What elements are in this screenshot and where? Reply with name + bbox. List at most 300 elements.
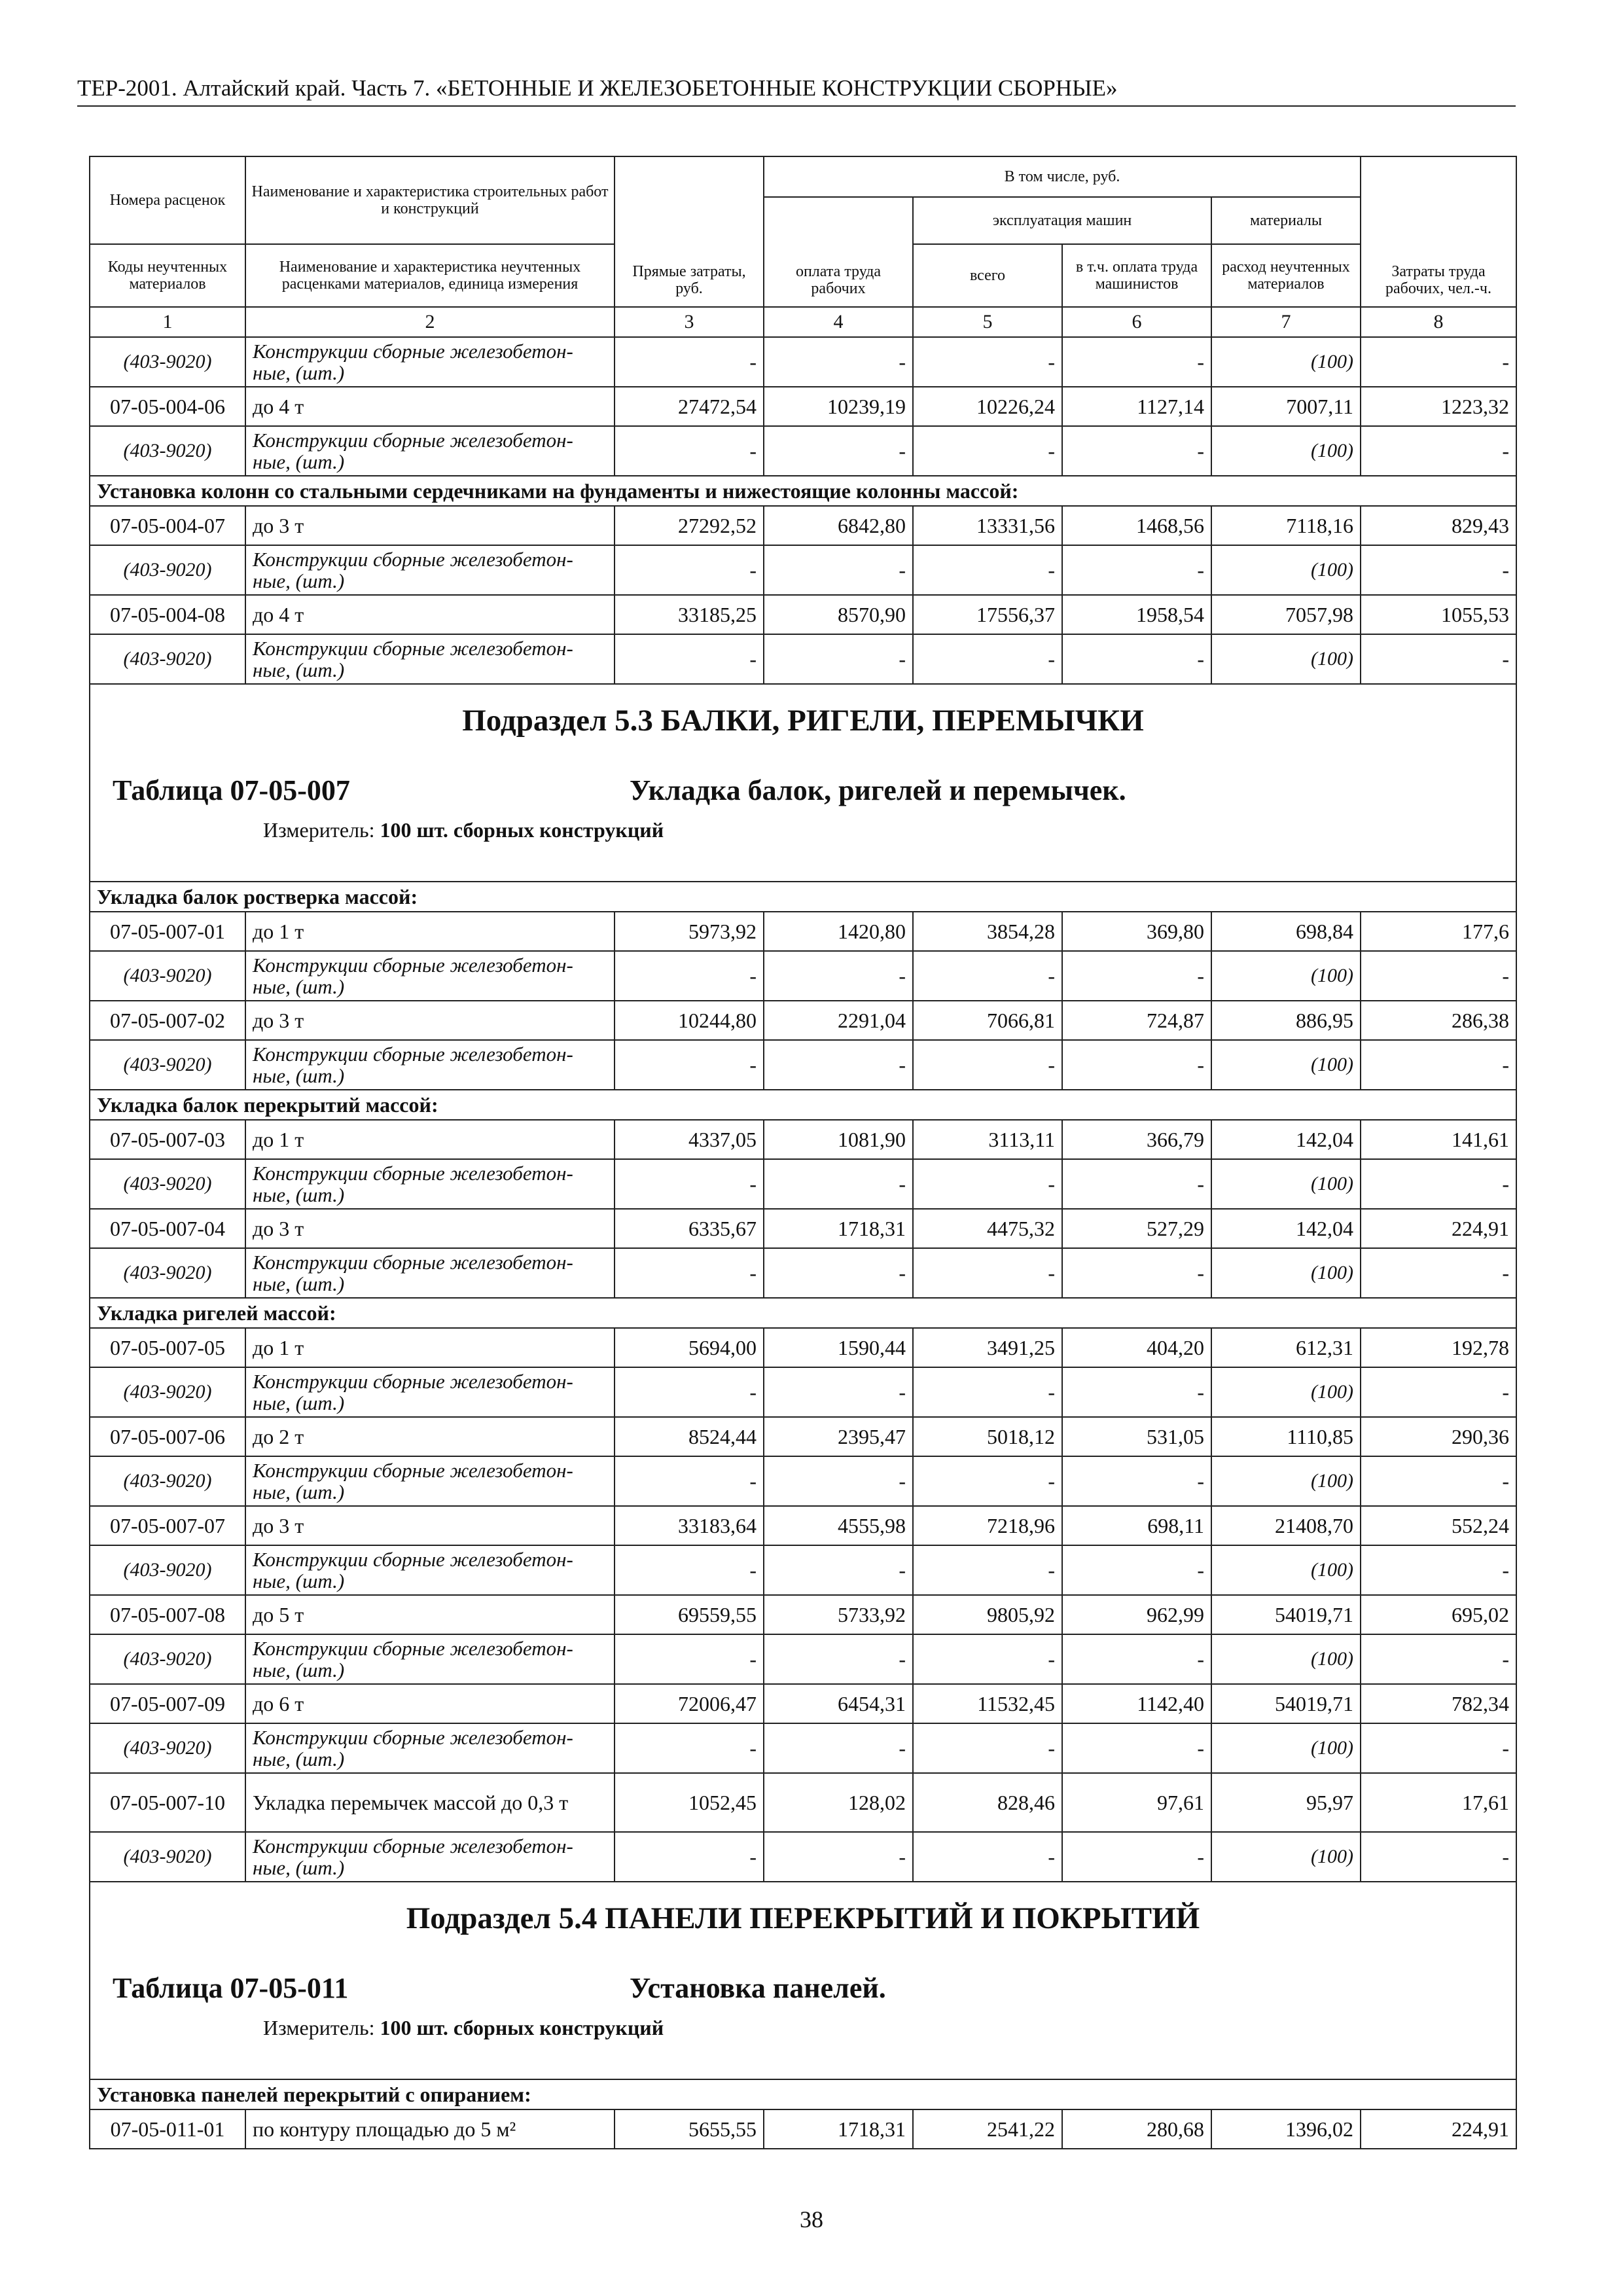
material-dash: - bbox=[913, 545, 1062, 595]
rate-value: 224,91 bbox=[1361, 1209, 1516, 1248]
rate-code: 07-05-007-04 bbox=[90, 1209, 245, 1248]
col-materials-use: расход неучтенных материалов bbox=[1211, 244, 1361, 307]
subsection-row bbox=[90, 684, 1516, 882]
rate-value: 142,04 bbox=[1211, 1209, 1361, 1248]
material-dash: - bbox=[913, 1723, 1062, 1773]
material-dash: - bbox=[1062, 426, 1211, 476]
material-dash: - bbox=[1062, 951, 1211, 1001]
material-code: (403-9020) bbox=[90, 1545, 245, 1595]
rate-value: 11532,45 bbox=[913, 1684, 1062, 1723]
rate-name: до 3 т bbox=[245, 1001, 615, 1040]
material-dash: - bbox=[764, 1832, 913, 1882]
rate-value: 6842,80 bbox=[764, 506, 913, 545]
material-dash: - bbox=[1062, 1545, 1211, 1595]
rate-value: 192,78 bbox=[1361, 1328, 1516, 1367]
material-name: Конструкции сборные железобетон-ные, (шт.) bbox=[245, 1545, 615, 1595]
rate-code: 07-05-007-05 bbox=[90, 1328, 245, 1367]
material-dash: - bbox=[1361, 1545, 1516, 1595]
section-heading: Укладка ригелей массой: bbox=[90, 1298, 1516, 1328]
material-dash: - bbox=[1361, 545, 1516, 595]
material-name: Конструкции сборные железобетон-ные, (шт.) bbox=[245, 1159, 615, 1209]
material-dash: - bbox=[1062, 1040, 1211, 1090]
material-code: (403-9020) bbox=[90, 1634, 245, 1684]
rate-row bbox=[90, 506, 1516, 545]
rate-value: 177,6 bbox=[1361, 912, 1516, 951]
material-dash: - bbox=[615, 337, 764, 387]
col-number: 7 bbox=[1211, 307, 1361, 337]
col-work-name: Наименование и характеристика строительных работ и конструкций bbox=[245, 156, 615, 244]
material-dash: - bbox=[764, 1456, 913, 1506]
section-heading-row bbox=[90, 882, 1516, 912]
material-dash: - bbox=[764, 1159, 913, 1209]
material-qty: (100) bbox=[1211, 951, 1361, 1001]
rate-value: 2541,22 bbox=[913, 2109, 1062, 2149]
rate-row bbox=[90, 1773, 1516, 1832]
material-dash: - bbox=[1361, 1723, 1516, 1773]
material-dash: - bbox=[615, 545, 764, 595]
rate-value: 366,79 bbox=[1062, 1120, 1211, 1159]
rate-value: 290,36 bbox=[1361, 1417, 1516, 1456]
rate-value: 698,84 bbox=[1211, 912, 1361, 951]
material-dash: - bbox=[1361, 1832, 1516, 1882]
material-dash: - bbox=[913, 1832, 1062, 1882]
rate-name: до 3 т bbox=[245, 506, 615, 545]
material-dash: - bbox=[764, 951, 913, 1001]
col-material-name: Наименование и характеристика неучтенных расценками материалов, единица измерения bbox=[245, 244, 615, 307]
material-name: Конструкции сборные железобетон-ные, (шт.) bbox=[245, 545, 615, 595]
rate-name: до 6 т bbox=[245, 1684, 615, 1723]
material-dash: - bbox=[615, 951, 764, 1001]
material-dash: - bbox=[1361, 1159, 1516, 1209]
material-dash: - bbox=[1062, 1367, 1211, 1417]
material-name: Конструкции сборные железобетон-ные, (шт.) bbox=[245, 1456, 615, 1506]
material-row bbox=[90, 1040, 1516, 1090]
rate-name: до 4 т bbox=[245, 595, 615, 634]
rate-value: 612,31 bbox=[1211, 1328, 1361, 1367]
material-dash: - bbox=[1361, 1634, 1516, 1684]
rate-value: 95,97 bbox=[1211, 1773, 1361, 1832]
meter-value: 100 шт. сборных конструкций bbox=[380, 818, 664, 842]
rate-code: 07-05-011-01 bbox=[90, 2109, 245, 2149]
rate-value: 10239,19 bbox=[764, 387, 913, 426]
material-row bbox=[90, 426, 1516, 476]
subsection-title: Подраздел 5.4 ПАНЕЛИ ПЕРЕКРЫТИЙ И ПОКРЫТИЙ bbox=[406, 1901, 1200, 1935]
material-dash: - bbox=[615, 634, 764, 684]
material-row bbox=[90, 1832, 1516, 1882]
material-name: Конструкции сборные железобетон-ные, (шт.) bbox=[245, 634, 615, 684]
col-number: 2 bbox=[245, 307, 615, 337]
material-dash: - bbox=[615, 1456, 764, 1506]
rate-name: до 3 т bbox=[245, 1209, 615, 1248]
rate-value: 141,61 bbox=[1361, 1120, 1516, 1159]
material-row bbox=[90, 951, 1516, 1001]
rate-value: 5655,55 bbox=[615, 2109, 764, 2149]
rate-value: 886,95 bbox=[1211, 1001, 1361, 1040]
rate-value: 1590,44 bbox=[764, 1328, 913, 1367]
rate-value: 33183,64 bbox=[615, 1506, 764, 1545]
rate-value: 1396,02 bbox=[1211, 2109, 1361, 2149]
col-number: 4 bbox=[764, 307, 913, 337]
header-rule bbox=[77, 105, 1516, 107]
rate-value: 3491,25 bbox=[913, 1328, 1062, 1367]
rate-value: 1468,56 bbox=[1062, 506, 1211, 545]
rate-value: 27292,52 bbox=[615, 506, 764, 545]
table-number: Таблица 07-05-011 bbox=[113, 1972, 349, 2004]
rate-code: 07-05-007-09 bbox=[90, 1684, 245, 1723]
material-name: Конструкции сборные железобетон-ные, (шт.) bbox=[245, 337, 615, 387]
rate-value: 7118,16 bbox=[1211, 506, 1361, 545]
material-dash: - bbox=[913, 1456, 1062, 1506]
rate-value: 280,68 bbox=[1062, 2109, 1211, 2149]
rate-value: 4555,98 bbox=[764, 1506, 913, 1545]
rate-row bbox=[90, 1120, 1516, 1159]
col-number: 3 bbox=[615, 307, 764, 337]
col-machines: эксплуатация машин bbox=[913, 197, 1211, 244]
rate-value: 1110,85 bbox=[1211, 1417, 1361, 1456]
rate-value: 17556,37 bbox=[913, 595, 1062, 634]
material-dash: - bbox=[913, 1248, 1062, 1298]
material-dash: - bbox=[913, 1159, 1062, 1209]
rate-value: 695,02 bbox=[1361, 1595, 1516, 1634]
rate-value: 1052,45 bbox=[615, 1773, 764, 1832]
material-dash: - bbox=[1062, 337, 1211, 387]
column-numbers-row bbox=[90, 307, 1516, 337]
rate-value: 829,43 bbox=[1361, 506, 1516, 545]
material-qty: (100) bbox=[1211, 1634, 1361, 1684]
material-dash: - bbox=[615, 1367, 764, 1417]
material-name: Конструкции сборные железобетон-ные, (шт.) bbox=[245, 1367, 615, 1417]
page-number: 38 bbox=[800, 2206, 823, 2233]
rate-value: 698,11 bbox=[1062, 1506, 1211, 1545]
material-name: Конструкции сборные железобетон-ные, (шт.) bbox=[245, 426, 615, 476]
material-name: Конструкции сборные железобетон-ные, (шт.) bbox=[245, 1248, 615, 1298]
material-name: Конструкции сборные железобетон-ные, (шт.) bbox=[245, 1723, 615, 1773]
material-dash: - bbox=[764, 1634, 913, 1684]
material-row bbox=[90, 1367, 1516, 1417]
col-labor-hours: Затраты труда рабочих, чел.-ч. bbox=[1361, 156, 1516, 307]
rate-value: 1718,31 bbox=[764, 2109, 913, 2149]
rate-value: 2395,47 bbox=[764, 1417, 913, 1456]
col-number: 1 bbox=[90, 307, 245, 337]
rate-value: 1223,32 bbox=[1361, 387, 1516, 426]
rate-name: по контуру площадью до 5 м² bbox=[245, 2109, 615, 2149]
subsection-row bbox=[90, 1882, 1516, 2079]
rate-value: 7218,96 bbox=[913, 1506, 1062, 1545]
rate-value: 1420,80 bbox=[764, 912, 913, 951]
rate-value: 54019,71 bbox=[1211, 1595, 1361, 1634]
section-heading: Укладка балок ростверка массой: bbox=[90, 882, 1516, 912]
material-dash: - bbox=[913, 634, 1062, 684]
rate-code: 07-05-007-07 bbox=[90, 1506, 245, 1545]
material-dash: - bbox=[615, 1159, 764, 1209]
material-dash: - bbox=[1361, 1040, 1516, 1090]
subsection-box bbox=[97, 1882, 1509, 2079]
material-name: Конструкции сборные железобетон-ные, (шт.) bbox=[245, 951, 615, 1001]
material-dash: - bbox=[1062, 1159, 1211, 1209]
meter-value: 100 шт. сборных конструкций bbox=[380, 2016, 664, 2039]
col-machines-labor: в т.ч. оплата труда машинистов bbox=[1062, 244, 1211, 307]
material-code: (403-9020) bbox=[90, 1248, 245, 1298]
material-name: Конструкции сборные железобетон-ные, (шт.) bbox=[245, 1634, 615, 1684]
rate-name: до 2 т bbox=[245, 1417, 615, 1456]
section-heading: Установка панелей перекрытий с опиранием: bbox=[90, 2079, 1516, 2109]
col-number: 6 bbox=[1062, 307, 1211, 337]
rate-value: 724,87 bbox=[1062, 1001, 1211, 1040]
rate-value: 72006,47 bbox=[615, 1684, 764, 1723]
material-dash: - bbox=[615, 1723, 764, 1773]
rate-value: 782,34 bbox=[1361, 1684, 1516, 1723]
material-code: (403-9020) bbox=[90, 426, 245, 476]
rate-name: Укладка перемычек массой до 0,3 т bbox=[245, 1773, 615, 1832]
meter-label: Измеритель: bbox=[263, 818, 375, 842]
rate-value: 7066,81 bbox=[913, 1001, 1062, 1040]
rate-value: 1142,40 bbox=[1062, 1684, 1211, 1723]
material-qty: (100) bbox=[1211, 1248, 1361, 1298]
rate-value: 17,61 bbox=[1361, 1773, 1516, 1832]
material-qty: (100) bbox=[1211, 1832, 1361, 1882]
page-header: ТЕР-2001. Алтайский край. Часть 7. «БЕТОННЫЕ И ЖЕЛЕЗОБЕТОННЫЕ КОНСТРУКЦИИ СБОРНЫЕ» bbox=[77, 75, 1118, 101]
rate-value: 6335,67 bbox=[615, 1209, 764, 1248]
rate-value: 69559,55 bbox=[615, 1595, 764, 1634]
rate-value: 828,46 bbox=[913, 1773, 1062, 1832]
rate-name: до 5 т bbox=[245, 1595, 615, 1634]
material-dash: - bbox=[764, 1367, 913, 1417]
rate-row bbox=[90, 595, 1516, 634]
rate-value: 5973,92 bbox=[615, 912, 764, 951]
subsection-cell bbox=[90, 684, 1516, 882]
material-dash: - bbox=[764, 1723, 913, 1773]
material-code: (403-9020) bbox=[90, 1159, 245, 1209]
col-material-codes: Коды неучтенных материалов bbox=[90, 244, 245, 307]
material-row bbox=[90, 1634, 1516, 1684]
material-dash: - bbox=[1361, 1367, 1516, 1417]
rate-value: 962,99 bbox=[1062, 1595, 1211, 1634]
rate-value: 21408,70 bbox=[1211, 1506, 1361, 1545]
rate-code: 07-05-004-06 bbox=[90, 387, 245, 426]
rate-value: 9805,92 bbox=[913, 1595, 1062, 1634]
material-code: (403-9020) bbox=[90, 634, 245, 684]
rate-value: 13331,56 bbox=[913, 506, 1062, 545]
material-dash: - bbox=[1062, 1248, 1211, 1298]
rate-value: 5694,00 bbox=[615, 1328, 764, 1367]
section-heading-row bbox=[90, 1298, 1516, 1328]
rate-value: 97,61 bbox=[1062, 1773, 1211, 1832]
material-code: (403-9020) bbox=[90, 1040, 245, 1090]
col-rate-numbers: Номера расценок bbox=[90, 156, 245, 244]
material-dash: - bbox=[913, 1545, 1062, 1595]
material-dash: - bbox=[764, 545, 913, 595]
rate-value: 5733,92 bbox=[764, 1595, 913, 1634]
material-qty: (100) bbox=[1211, 545, 1361, 595]
table-name: Укладка балок, ригелей и перемычек. bbox=[630, 774, 1126, 806]
rate-name: до 3 т bbox=[245, 1506, 615, 1545]
material-dash: - bbox=[1361, 337, 1516, 387]
rate-value: 1081,90 bbox=[764, 1120, 913, 1159]
rate-value: 286,38 bbox=[1361, 1001, 1516, 1040]
table-number: Таблица 07-05-007 bbox=[113, 774, 350, 806]
material-code: (403-9020) bbox=[90, 545, 245, 595]
col-direct-costs: Прямые затраты, руб. bbox=[615, 156, 764, 307]
material-qty: (100) bbox=[1211, 634, 1361, 684]
material-row bbox=[90, 545, 1516, 595]
material-dash: - bbox=[1062, 1456, 1211, 1506]
material-row bbox=[90, 1248, 1516, 1298]
rate-value: 3113,11 bbox=[913, 1120, 1062, 1159]
material-dash: - bbox=[615, 1832, 764, 1882]
material-qty: (100) bbox=[1211, 337, 1361, 387]
material-qty: (100) bbox=[1211, 1159, 1361, 1209]
rate-value: 10226,24 bbox=[913, 387, 1062, 426]
rate-value: 4337,05 bbox=[615, 1120, 764, 1159]
material-dash: - bbox=[1361, 1456, 1516, 1506]
material-dash: - bbox=[764, 1040, 913, 1090]
material-qty: (100) bbox=[1211, 1367, 1361, 1417]
meter-line bbox=[263, 818, 664, 842]
subsection-title: Подраздел 5.3 БАЛКИ, РИГЕЛИ, ПЕРЕМЫЧКИ bbox=[462, 704, 1144, 738]
material-row bbox=[90, 337, 1516, 387]
rate-value: 369,80 bbox=[1062, 912, 1211, 951]
rate-row bbox=[90, 1328, 1516, 1367]
rate-row bbox=[90, 387, 1516, 426]
material-dash: - bbox=[1361, 951, 1516, 1001]
col-machines-total: всего bbox=[913, 244, 1062, 307]
rate-value: 8570,90 bbox=[764, 595, 913, 634]
material-code: (403-9020) bbox=[90, 951, 245, 1001]
meter-line bbox=[263, 2016, 664, 2040]
material-dash: - bbox=[1361, 1248, 1516, 1298]
material-dash: - bbox=[764, 1545, 913, 1595]
rate-value: 224,91 bbox=[1361, 2109, 1516, 2149]
material-code: (403-9020) bbox=[90, 337, 245, 387]
material-dash: - bbox=[615, 1545, 764, 1595]
rate-value: 1127,14 bbox=[1062, 387, 1211, 426]
rates-table bbox=[89, 156, 1517, 2149]
material-row bbox=[90, 634, 1516, 684]
material-dash: - bbox=[764, 1248, 913, 1298]
material-name: Конструкции сборные железобетон-ные, (шт.) bbox=[245, 1832, 615, 1882]
section-heading: Укладка балок перекрытий массой: bbox=[90, 1090, 1516, 1120]
table-name: Установка панелей. bbox=[630, 1972, 886, 2004]
rate-value: 128,02 bbox=[764, 1773, 913, 1832]
rate-name: до 4 т bbox=[245, 387, 615, 426]
material-dash: - bbox=[1062, 1832, 1211, 1882]
rate-code: 07-05-007-06 bbox=[90, 1417, 245, 1456]
rate-row bbox=[90, 912, 1516, 951]
col-including: В том числе, руб. bbox=[764, 156, 1361, 197]
material-dash: - bbox=[1062, 1723, 1211, 1773]
material-name: Конструкции сборные железобетон-ные, (шт.) bbox=[245, 1040, 615, 1090]
rate-value: 4475,32 bbox=[913, 1209, 1062, 1248]
subsection-cell bbox=[90, 1882, 1516, 2079]
material-dash: - bbox=[913, 426, 1062, 476]
material-dash: - bbox=[1361, 634, 1516, 684]
material-code: (403-9020) bbox=[90, 1456, 245, 1506]
material-dash: - bbox=[615, 426, 764, 476]
material-dash: - bbox=[1361, 426, 1516, 476]
rate-row bbox=[90, 1209, 1516, 1248]
rate-value: 5018,12 bbox=[913, 1417, 1062, 1456]
material-dash: - bbox=[764, 337, 913, 387]
material-row bbox=[90, 1545, 1516, 1595]
col-labor-pay: оплата труда рабочих bbox=[764, 197, 913, 307]
material-code: (403-9020) bbox=[90, 1367, 245, 1417]
rate-code: 07-05-004-07 bbox=[90, 506, 245, 545]
table-body bbox=[90, 337, 1516, 2149]
section-heading: Установка колонн со стальными сердечниками на фундаменты и нижестоящие колонны массой: bbox=[90, 476, 1516, 506]
rate-value: 6454,31 bbox=[764, 1684, 913, 1723]
rate-name: до 1 т bbox=[245, 1328, 615, 1367]
material-row bbox=[90, 1723, 1516, 1773]
rate-value: 3854,28 bbox=[913, 912, 1062, 951]
rate-value: 54019,71 bbox=[1211, 1684, 1361, 1723]
rate-value: 2291,04 bbox=[764, 1001, 913, 1040]
section-heading-row bbox=[90, 476, 1516, 506]
material-qty: (100) bbox=[1211, 1040, 1361, 1090]
rate-row bbox=[90, 1417, 1516, 1456]
subsection-box bbox=[97, 685, 1509, 881]
material-dash: - bbox=[764, 634, 913, 684]
material-dash: - bbox=[615, 1040, 764, 1090]
rate-value: 10244,80 bbox=[615, 1001, 764, 1040]
material-qty: (100) bbox=[1211, 1545, 1361, 1595]
rate-value: 404,20 bbox=[1062, 1328, 1211, 1367]
rate-row bbox=[90, 2109, 1516, 2149]
col-number: 8 bbox=[1361, 307, 1516, 337]
rate-value: 552,24 bbox=[1361, 1506, 1516, 1545]
material-dash: - bbox=[615, 1634, 764, 1684]
rate-value: 142,04 bbox=[1211, 1120, 1361, 1159]
rate-value: 33185,25 bbox=[615, 595, 764, 634]
material-dash: - bbox=[1062, 634, 1211, 684]
material-code: (403-9020) bbox=[90, 1723, 245, 1773]
rate-value: 1958,54 bbox=[1062, 595, 1211, 634]
rate-code: 07-05-007-03 bbox=[90, 1120, 245, 1159]
rate-row bbox=[90, 1001, 1516, 1040]
material-dash: - bbox=[1062, 1634, 1211, 1684]
rate-value: 7007,11 bbox=[1211, 387, 1361, 426]
rate-name: до 1 т bbox=[245, 912, 615, 951]
material-qty: (100) bbox=[1211, 1456, 1361, 1506]
material-dash: - bbox=[913, 1367, 1062, 1417]
rate-value: 531,05 bbox=[1062, 1417, 1211, 1456]
material-dash: - bbox=[615, 1248, 764, 1298]
rate-value: 1718,31 bbox=[764, 1209, 913, 1248]
meter-label: Измеритель: bbox=[263, 2016, 375, 2039]
rate-row bbox=[90, 1595, 1516, 1634]
rate-code: 07-05-007-02 bbox=[90, 1001, 245, 1040]
rate-value: 27472,54 bbox=[615, 387, 764, 426]
rate-code: 07-05-007-08 bbox=[90, 1595, 245, 1634]
rate-value: 1055,53 bbox=[1361, 595, 1516, 634]
material-code: (403-9020) bbox=[90, 1832, 245, 1882]
material-row bbox=[90, 1456, 1516, 1506]
col-number: 5 bbox=[913, 307, 1062, 337]
section-heading-row bbox=[90, 1090, 1516, 1120]
material-dash: - bbox=[764, 426, 913, 476]
material-dash: - bbox=[1062, 545, 1211, 595]
rate-code: 07-05-007-10 bbox=[90, 1773, 245, 1832]
col-materials: материалы bbox=[1211, 197, 1361, 244]
material-dash: - bbox=[913, 1634, 1062, 1684]
rate-name: до 1 т bbox=[245, 1120, 615, 1159]
rate-row bbox=[90, 1684, 1516, 1723]
rate-value: 8524,44 bbox=[615, 1417, 764, 1456]
material-dash: - bbox=[913, 951, 1062, 1001]
material-qty: (100) bbox=[1211, 426, 1361, 476]
rate-code: 07-05-004-08 bbox=[90, 595, 245, 634]
rate-value: 7057,98 bbox=[1211, 595, 1361, 634]
section-heading-row bbox=[90, 2079, 1516, 2109]
